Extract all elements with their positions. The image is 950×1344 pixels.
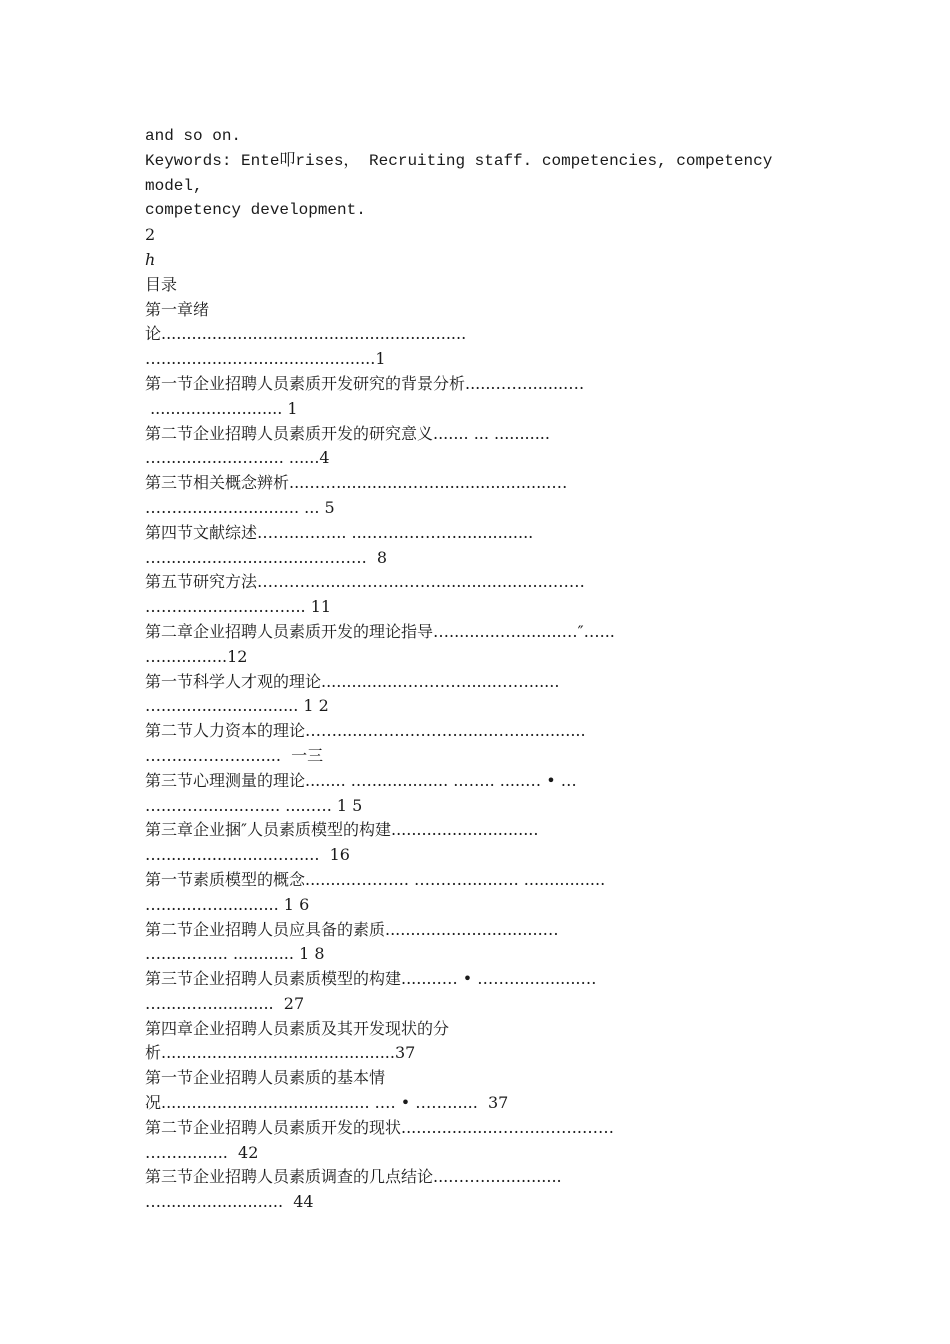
toc-line: ……........................ ... 5 (145, 497, 335, 517)
page-number: 2 (145, 225, 156, 245)
toc-line: ….............12 (145, 646, 248, 666)
toc-line: …......….... ............ 1 8 (145, 944, 325, 964)
keywords-line: Keywords: Ente叩rises， Recruiting staff. competencies, competency (145, 151, 773, 170)
toc-line: 第二节人力资本的理论……......……..……….......…............... (145, 721, 586, 741)
toc-line: .......................... 1 (145, 398, 298, 418)
toc-line: 第二节企业招聘人员应具备的素质...............................… (145, 919, 559, 939)
toc-line: …...............…........................1 (145, 349, 386, 369)
toc-line: …..……........….... .....…. 1 5 (145, 795, 363, 815)
toc-line: 论............................................................ (145, 324, 467, 344)
toc-title: 目录 (145, 274, 178, 294)
toc-line: …................…..... ......4 (145, 448, 330, 468)
toc-line: 第一章绪 (145, 299, 210, 319)
toc-line: 第四节文献综述……..……... ...……..………............... (145, 522, 534, 542)
toc-line: …….......... 42 (145, 1142, 259, 1162)
toc-line: 第三章企业捆″人员素质模型的构建............................. (145, 820, 539, 840)
toc-line: 第三节企业招聘人员素质调查的几点结论....……............... (145, 1167, 562, 1187)
toc-line: 第一节企业招聘人员素质的基本情 (145, 1068, 386, 1088)
toc-line: 第五节研究方法………........………..…….......................…… (145, 572, 585, 592)
toc-line: 第二节企业招聘人员素质开发的现状...................……..……..…… (145, 1117, 614, 1137)
toc-line: 第一节企业招聘人员素质开发研究的背景分析......……........… (145, 373, 585, 393)
toc-line: …........................... 1 2 (145, 696, 329, 716)
toc-line: 第三节心理测量的理论........ .…............... ..…... .....… • … (145, 770, 577, 790)
toc-line: 第二章企业招聘人员素质开发的理论指导…..........….........…″…... (145, 621, 615, 641)
keywords-line-continued: model, (145, 176, 203, 195)
abstract-line: and so on. (145, 127, 242, 145)
toc-line: 第四章企业招聘人员素质及其开发现状的分 (145, 1018, 450, 1038)
toc-line: 第三节相关概念辨析....…….............……......................… (145, 473, 568, 493)
table-of-contents (145, 298, 835, 1215)
toc-line: …......…............. 27 (145, 993, 305, 1013)
toc-line: …........................ 44 (145, 1192, 314, 1212)
toc-line: 第一节科学人才观的理论................…………......……...... (145, 671, 560, 691)
page-content (145, 124, 835, 1215)
toc-line: ……................……... 11 (145, 597, 332, 617)
toc-line: 析..............................................37 (145, 1043, 416, 1063)
stray-mark: h (145, 249, 156, 269)
toc-line: …..............................………. 8 (145, 547, 388, 567)
toc-line: 第三节企业招聘人员素质模型的构建........… • ……..............… (145, 969, 597, 989)
toc-line: ….......................…..... 16 (145, 845, 350, 865)
toc-line: …........…............ 1 6 (145, 894, 310, 914)
toc-line: 第二节企业招聘人员素质开发的研究意义....... ... ........... (145, 423, 550, 443)
toc-line: 第一节素质模型的概念.........……….. ……….......…. ................ (145, 869, 606, 889)
toc-line: 况......................................... .… • ……...... 37 (145, 1093, 509, 1113)
keywords-line-end: competency development. (145, 201, 366, 220)
toc-line: ……..………......... 一三 (145, 745, 324, 765)
